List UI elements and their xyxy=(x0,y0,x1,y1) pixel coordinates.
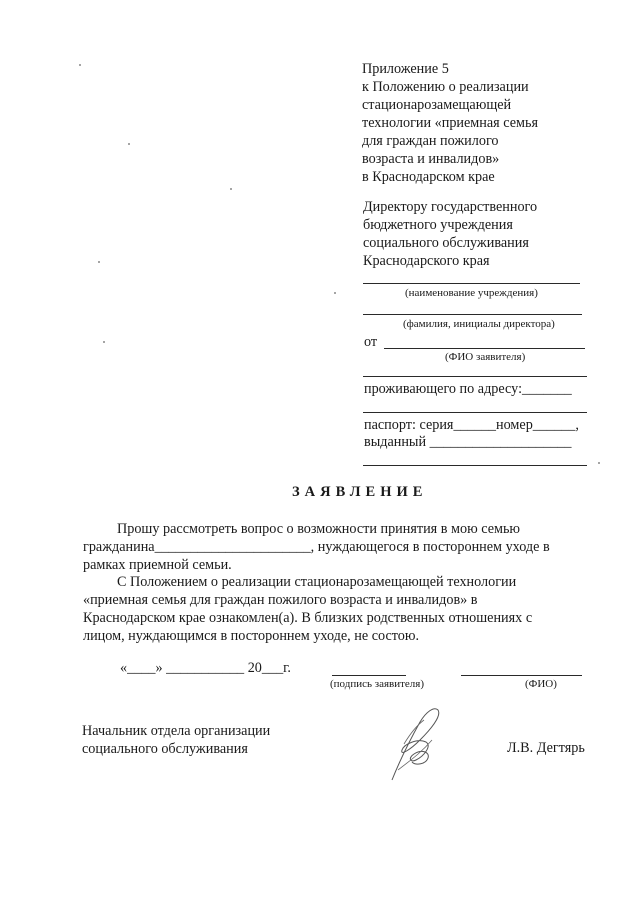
applicant-signature-line[interactable] xyxy=(332,675,406,676)
word: постороннем xyxy=(422,539,503,555)
appendix-line: технологии «приемная семья xyxy=(362,115,538,131)
addressee-line: Краснодарского края xyxy=(363,253,490,269)
word: семья xyxy=(151,592,187,608)
word: Краснодарском xyxy=(83,610,176,626)
paragraph-line xyxy=(83,573,593,591)
word: с xyxy=(525,610,533,626)
word: родственных xyxy=(366,610,445,626)
word: для xyxy=(189,592,211,608)
applicant-name-line[interactable] xyxy=(384,348,585,349)
blank-line[interactable] xyxy=(363,376,587,377)
word: принятия xyxy=(380,521,438,537)
address-line[interactable] xyxy=(363,412,587,413)
word: о xyxy=(210,574,219,590)
appendix-line: стационарозамещающей xyxy=(362,97,512,113)
handwritten-signature xyxy=(380,700,450,785)
word: рассмотреть xyxy=(163,521,238,537)
addressee-line: Директору государственного xyxy=(363,199,538,215)
appendix-line: Приложение 5 xyxy=(362,61,449,77)
document-title: ЗАЯВЛЕНИЕ xyxy=(292,484,428,500)
word: возраста xyxy=(329,592,382,608)
word: Прошу xyxy=(117,521,160,537)
position-line: Начальник отдела организации xyxy=(82,723,271,739)
word: отношениях xyxy=(448,610,523,626)
paragraph-acknowledgement xyxy=(83,573,593,645)
institution-caption: (наименование учреждения) xyxy=(405,287,538,299)
word: возможности xyxy=(297,521,377,537)
paragraph-line xyxy=(83,520,593,538)
paragraph-line xyxy=(83,591,593,609)
scan-speck xyxy=(79,64,81,66)
word: С xyxy=(117,574,127,590)
word: пожилого xyxy=(267,592,327,608)
word: в xyxy=(412,539,420,555)
paragraph-line xyxy=(83,538,593,556)
scan-speck xyxy=(128,143,130,145)
addressee-block xyxy=(363,198,537,270)
scan-speck xyxy=(98,261,100,263)
scan-speck xyxy=(103,341,105,343)
word: В xyxy=(301,610,311,626)
director-caption: (фамилия, инициалы директора) xyxy=(403,318,555,330)
scan-speck xyxy=(598,462,600,464)
applicant-fullname-line[interactable] xyxy=(461,675,582,676)
word: в xyxy=(440,521,448,537)
word: «приемная xyxy=(83,592,149,608)
appendix-line: к Положению о реализации xyxy=(362,79,529,95)
signatory-name: Л.В. Дегтярь xyxy=(507,740,585,756)
word: семью xyxy=(481,521,521,537)
word: в xyxy=(542,539,550,555)
word: инвалидов» xyxy=(396,592,468,608)
signatory-position xyxy=(82,722,270,758)
word: мою xyxy=(451,521,478,537)
word: о xyxy=(286,521,294,537)
word: граждан xyxy=(214,592,265,608)
paragraph-line: лицом, нуждающимся в постороннем уходе, не состою. xyxy=(83,628,419,644)
word: и xyxy=(385,592,393,608)
word: вопрос xyxy=(240,521,283,537)
residing-label: проживающего по адресу:_______ xyxy=(364,381,572,397)
date-field[interactable]: «____» ___________ 20___г. xyxy=(120,660,291,676)
institution-name-line[interactable] xyxy=(363,283,580,284)
applicant-caption: (ФИО заявителя) xyxy=(445,351,526,363)
word: уходе xyxy=(505,539,540,555)
word: стационарозамещающей xyxy=(294,574,444,590)
word: технологии xyxy=(447,574,517,590)
word: близких xyxy=(314,610,364,626)
appendix-block xyxy=(362,60,538,186)
word: в xyxy=(470,592,478,608)
position-line: социального обслуживания xyxy=(82,741,248,757)
citizen-name-field[interactable]: гражданина______________________, xyxy=(83,539,315,555)
word: крае xyxy=(178,610,206,626)
scan-speck xyxy=(334,292,336,294)
paragraph-request xyxy=(83,520,593,574)
signature-caption: (подпись заявителя) xyxy=(330,678,425,690)
paragraph-line: рамках приемной семьи. xyxy=(83,557,232,573)
addressee-line: бюджетного учреждения xyxy=(363,217,513,233)
paragraph-line xyxy=(83,609,593,627)
word: ознакомлен(а). xyxy=(209,610,298,626)
passport-label: паспорт: серия______номер______, xyxy=(364,417,579,433)
word: нуждающегося xyxy=(317,539,410,555)
fullname-caption: (ФИО) xyxy=(525,678,557,690)
addressee-line: социального обслуживания xyxy=(363,235,529,251)
appendix-line: в Краснодарском крае xyxy=(362,169,495,185)
issued-label: выданный ____________________ xyxy=(364,434,572,450)
word: реализации xyxy=(221,574,291,590)
appendix-line: для граждан пожилого xyxy=(362,133,499,149)
from-label: от xyxy=(364,334,378,350)
director-name-line[interactable] xyxy=(363,314,582,315)
scan-speck xyxy=(230,188,232,190)
word: Положением xyxy=(130,574,208,590)
issued-by-line[interactable] xyxy=(363,465,587,466)
appendix-line: возраста и инвалидов» xyxy=(362,151,500,167)
